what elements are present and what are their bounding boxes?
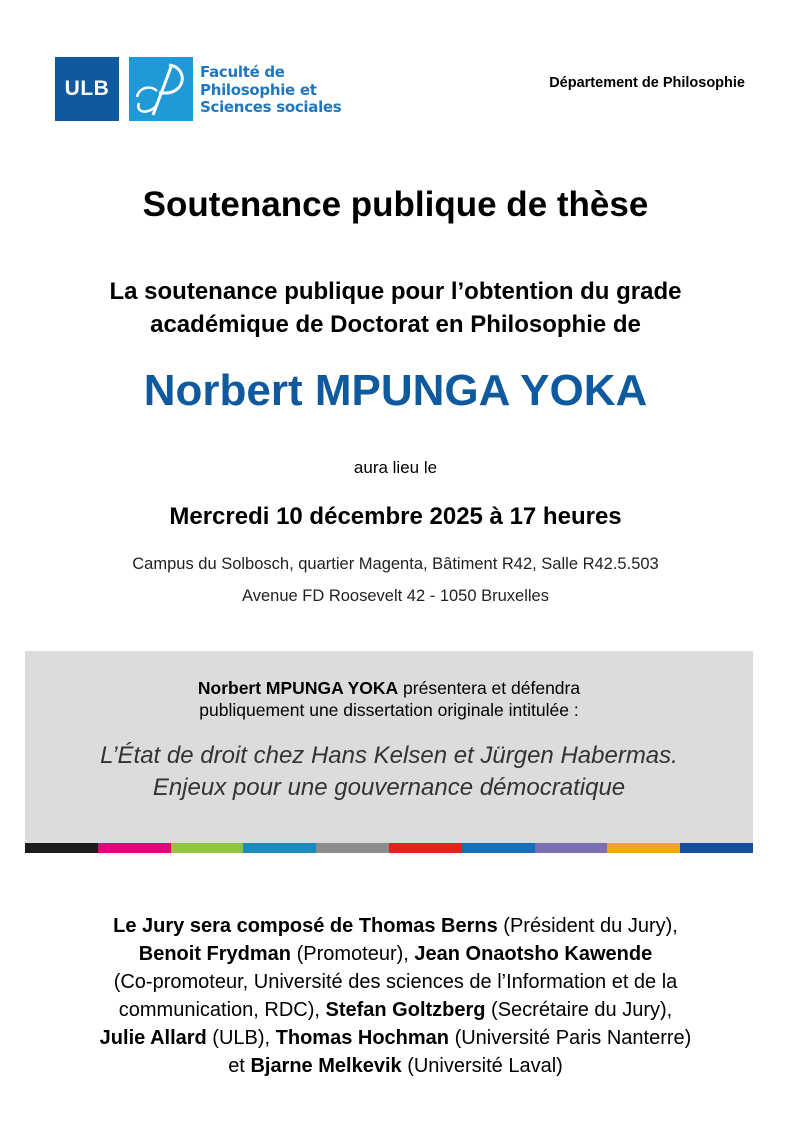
color-stripe [316,843,389,853]
faculty-line: Philosophie et [200,80,317,99]
faculty-line: Faculté de [200,63,285,81]
faculty-line: Sciences sociales [200,98,342,116]
jury-member: Jean Onaotsho Kawende [414,943,653,965]
color-stripe-bar [25,843,753,853]
candidate-name: Norbert MPUNGA YOKA [143,366,648,415]
jury-line [0,996,791,1024]
intro-candidate-name: Norbert MPUNGA YOKA [197,678,399,698]
thesis-title-line: Enjeux pour une gouvernance démocratique [152,774,626,801]
jury-role: (Université Laval) [401,1055,563,1077]
color-stripe [171,843,244,853]
intro-line: publiquement une dissertation originale intitulée : [199,700,579,720]
jury-role: (Promoteur), [291,943,415,965]
color-stripe [389,843,462,853]
jury-role: (ULB), [206,1027,276,1049]
aura-lieu-text: aura lieu le [353,458,438,477]
jury-composition [0,912,791,1080]
subtitle-line: académique de Doctorat en Philosophie de [150,311,641,338]
color-stripe [680,843,753,853]
intro-text: présentera et défendra [398,678,581,698]
jury-intro: Le Jury sera composé de Thomas Berns [113,915,498,937]
faculty-logo-icon [129,57,193,121]
color-stripe [462,843,535,853]
thesis-intro [25,677,753,721]
address-line: Avenue FD Roosevelt 42 - 1050 Bruxelles [242,587,549,605]
color-stripe [243,843,316,853]
thesis-box [25,651,753,843]
color-stripe [607,843,680,853]
jury-role: (Secrétaire du Jury), [485,999,673,1021]
jury-line [0,1024,791,1052]
jury-line [0,912,791,940]
color-stripe [25,843,98,853]
jury-role: communication, RDC), [118,999,326,1021]
jury-member: Stefan Goltzberg [325,999,486,1021]
page-title: Soutenance publique de thèse [142,185,649,224]
thesis-title [25,740,753,804]
color-stripe [98,843,171,853]
jury-line [0,940,791,968]
subtitle-line: La soutenance publique pour l’obtention du grade [109,278,682,305]
thesis-title-line: L’État de droit chez Hans Kelsen et Jürgen Habermas. [100,742,678,769]
jury-line: (Co-promoteur, Université des sciences de l’Information et de la [113,971,678,993]
department-name: Département de Philosophie [549,75,745,91]
jury-member: Thomas Hochman [275,1027,450,1049]
jury-line [0,1052,791,1080]
color-stripe [535,843,608,853]
ulb-logo: ULB [55,57,119,121]
jury-role: (Université Paris Nanterre) [449,1027,692,1049]
jury-member: Julie Allard [99,1027,207,1049]
jury-connector: et [228,1055,251,1077]
subtitle [0,275,791,341]
jury-member: Benoit Frydman [138,943,292,965]
address-line: Campus du Solbosch, quartier Magenta, Bâtiment R42, Salle R42.5.503 [132,555,659,573]
jury-member: Bjarne Melkevik [250,1055,402,1077]
defense-date: Mercredi 10 décembre 2025 à 17 heures [169,503,622,530]
header [0,0,791,140]
jury-role: (Président du Jury), [497,915,678,937]
faculty-name [200,64,341,117]
intro-line [25,677,753,699]
address [0,548,791,612]
